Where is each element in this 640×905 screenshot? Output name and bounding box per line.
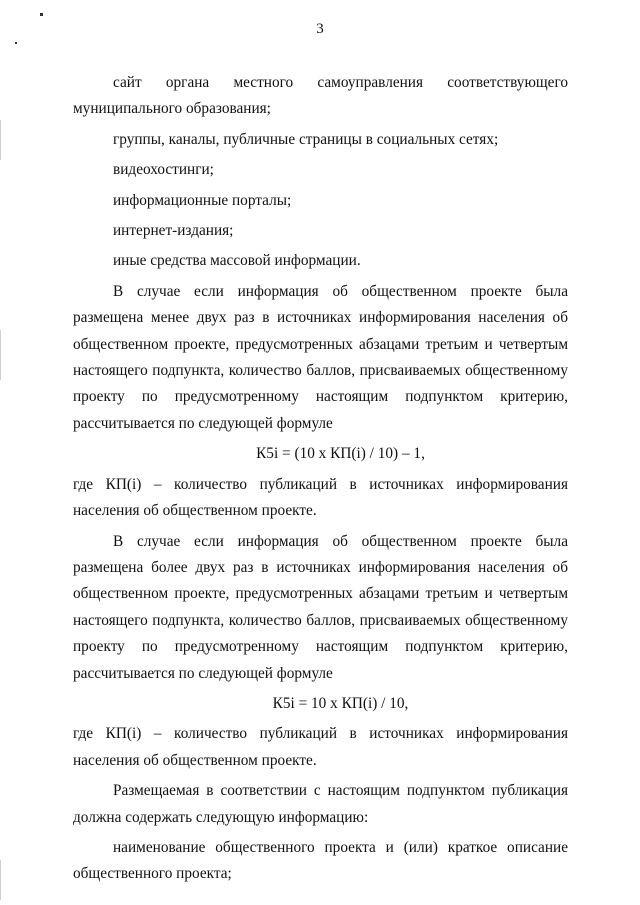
list-item: видеохостинги; (113, 161, 214, 179)
paragraph: где КП(i) – количество публикаций в источниках информирования населения об общественном проекте. (73, 725, 568, 769)
paragraph: Размещаемая в соответствии с настоящим подпунктом публикация должна содержать следующую информацию: (73, 782, 568, 826)
scan-speck (15, 42, 17, 44)
scan-edge (0, 120, 1, 160)
paragraph: где КП(i) – количество публикаций в источниках информирования населения об общественном проекте. (73, 475, 568, 520)
list-item: интернет-издания; (113, 222, 234, 240)
formula: К5i = (10 х КП(i) / 10) – 1, (256, 445, 425, 463)
paragraph-line: муниципального образования; (73, 100, 271, 118)
paragraph-line: сайт органа местного самоуправления соответствующего (113, 74, 568, 91)
paragraph: наименование общественного проекта и (или) краткое описание общественного проекта; (73, 838, 568, 883)
scan-speck (40, 13, 43, 16)
paragraph: В случае если информация об общественном проекте была размещена более двух раз в источниках информирования населения об общественном проекте, предусмотренных абзацами третьим и четвертым настоящего подпункта, количество баллов, присваиваемых общественному проекту по предусмотренному настоящим подпунктом критерию, рассчитывается по следующей формуле (73, 532, 568, 682)
document-body (73, 70, 568, 888)
page-number: 3 (316, 21, 324, 37)
paragraph: В случае если информация об общественном проекте была размещена менее двух раз в источниках информирования населения об общественном проекте, предусмотренных абзацами третьим и четвертым настоящего подпункта, количество баллов, присваиваемых общественному проекту по предусмотренному настоящим подпунктом критерию, рассчитывается по следующей формуле (73, 282, 568, 432)
list-item: информационные порталы; (113, 191, 292, 209)
scan-edge (0, 860, 1, 900)
formula: К5i = 10 х КП(i) / 10, (272, 694, 409, 712)
list-item: группы, каналы, публичные страницы в социальных сетях; (113, 130, 499, 148)
list-item: иные средства массовой информации. (113, 252, 361, 270)
scan-edge (0, 330, 1, 380)
